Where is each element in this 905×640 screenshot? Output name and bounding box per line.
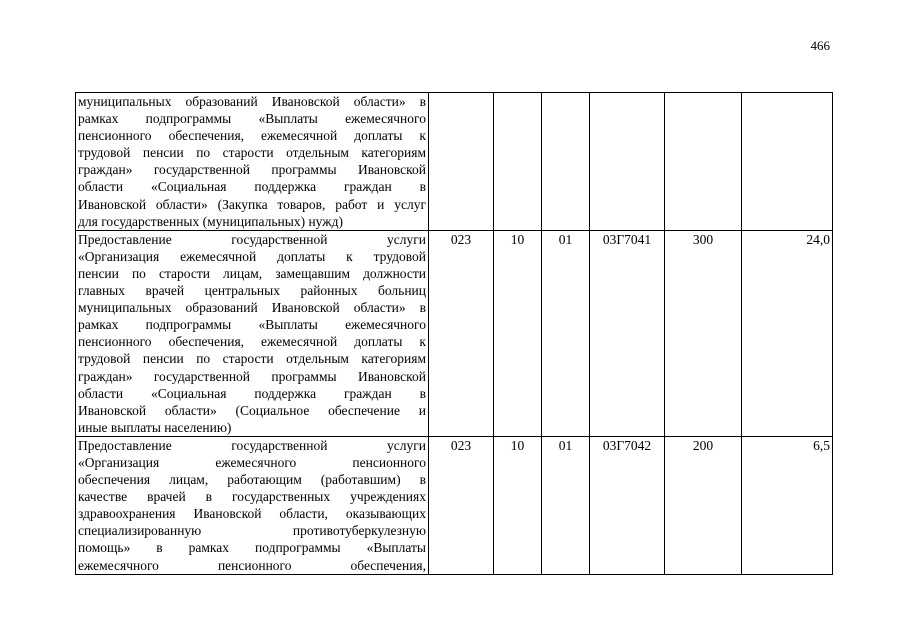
description-line: для государственных (муниципальных) нужд) [78, 213, 343, 229]
description-line: муниципальных образований Ивановской области» в [78, 94, 426, 109]
description-line: Ивановской области» (Социальное обеспечение и [78, 402, 426, 418]
description-line: пенсионного обеспечения, ежемесячной доплаты к [78, 334, 426, 350]
description-line: области «Социальная поддержка граждан в [78, 179, 426, 195]
razdel-cell: 10 [494, 230, 542, 436]
description-line: обеспечения лицам, работающим (работавшим) в [78, 472, 426, 488]
description-line: трудовой пенсии по старости отдельным категориям [78, 351, 426, 367]
description-line: пенсионного обеспечения, ежемесячной доплаты к [78, 128, 426, 144]
razdel-cell [494, 93, 542, 231]
description-line: главных врачей центральных районных больниц [78, 283, 426, 299]
description-line: «Организация ежемесячного пенсионного [78, 454, 426, 470]
target-article-cell: 03Г7041 [590, 230, 665, 436]
description-line: помощь» в рамках подпрограммы «Выплаты [78, 540, 426, 556]
sum-cell: 24,0 [742, 230, 833, 436]
description-line: Предоставление государственной услуги [78, 231, 426, 247]
sum-cell [742, 93, 833, 231]
description-line: специализированную противотуберкулезную [78, 523, 426, 539]
page-number: 466 [810, 38, 830, 53]
description-line: пенсии по старости лицам, замещавшим должности [78, 265, 426, 281]
description-line: здравоохранения Ивановской области, оказывающих [78, 506, 426, 522]
description-line: «Организация ежемесячной доплаты к трудовой [78, 248, 426, 264]
grbs-cell: 023 [429, 230, 494, 436]
expense-type-cell: 300 [665, 230, 742, 436]
podrazdel-cell: 01 [542, 230, 590, 436]
description-line: качестве врачей в государственных учреждениях [78, 489, 426, 505]
description-line: граждан» государственной программы Ивановской [78, 162, 426, 178]
table-row [76, 93, 833, 231]
description-line: иные выплаты населению) [78, 419, 232, 435]
razdel-cell: 10 [494, 436, 542, 574]
row-description [76, 93, 429, 231]
description-line: трудовой пенсии по старости отдельным категориям [78, 145, 426, 161]
description-line: Ивановской области» (Закупка товаров, работ и услуг [78, 196, 426, 212]
budget-table [75, 92, 833, 575]
description-line: граждан» государственной программы Ивановской [78, 368, 426, 384]
row-description [76, 230, 429, 436]
description-line: области «Социальная поддержка граждан в [78, 385, 426, 401]
description-line: рамках подпрограммы «Выплаты ежемесячного [78, 317, 426, 333]
table-row [76, 230, 833, 436]
grbs-cell: 023 [429, 436, 494, 574]
grbs-cell [429, 93, 494, 231]
expense-type-cell [665, 93, 742, 231]
podrazdel-cell [542, 93, 590, 231]
table-row [76, 436, 833, 574]
target-article-cell: 03Г7042 [590, 436, 665, 574]
description-line: муниципальных образований Ивановской области» в [78, 300, 426, 316]
expense-type-cell: 200 [665, 436, 742, 574]
budget-table-body [76, 93, 833, 575]
podrazdel-cell: 01 [542, 436, 590, 574]
description-line: Предоставление государственной услуги [78, 437, 426, 453]
row-description [76, 436, 429, 574]
sum-cell: 6,5 [742, 436, 833, 574]
description-line: ежемесячного пенсионного обеспечения, [78, 557, 426, 573]
description-line: рамках подпрограммы «Выплаты ежемесячного [78, 111, 426, 127]
target-article-cell [590, 93, 665, 231]
